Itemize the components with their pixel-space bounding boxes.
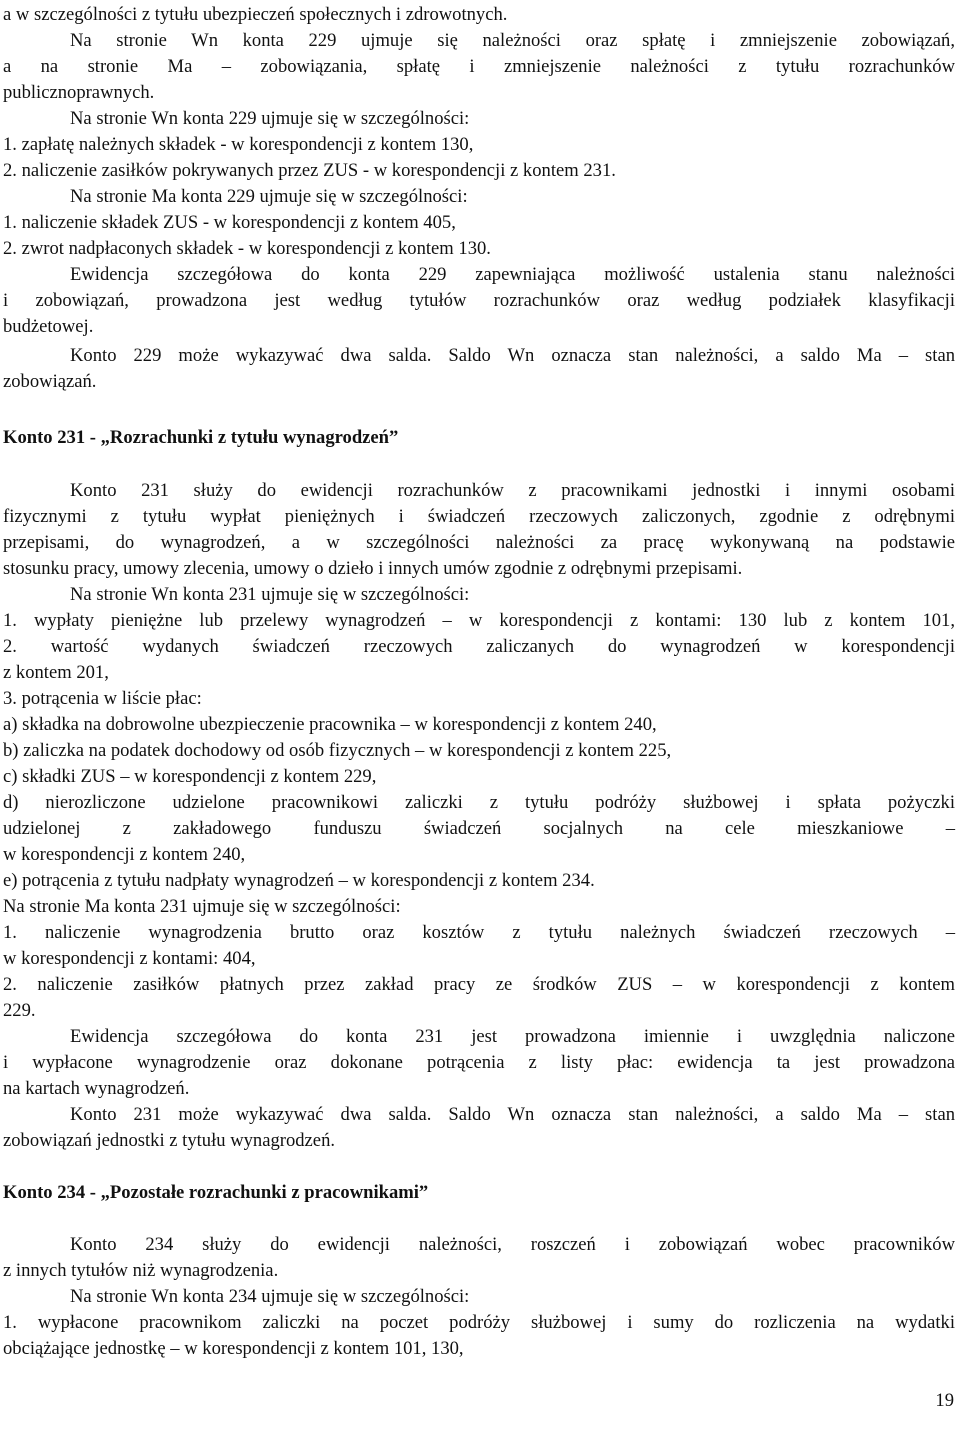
text-line: Na stronie Ma konta 231 ujmuje się w szczególności: (3, 896, 401, 917)
list-item: c) składki ZUS – w korespondencji z kontem 229, (3, 766, 377, 787)
list-item: 1. wypłaty pieniężne lub przelewy wynagrodzeń – w korespondencji z kontami: 130 lub z kontem 101, (3, 610, 955, 631)
text-line: przepisami, do wynagrodzeń, a w szczególności należności za pracę wykonywaną na podstawie (3, 532, 955, 553)
text-line: i zobowiązań, prowadzona jest według tytułów rozrachunków oraz według podziałek klasyfikacji (3, 290, 955, 311)
text-line: fizycznymi z tytułu wypłat pieniężnych i świadczeń rzeczowych zaliczonych, zgodnie z odrębnymi (3, 506, 955, 527)
list-item: 1. naliczenie wynagrodzenia brutto oraz kosztów z tytułu należnych świadczeń rzeczowych – (3, 922, 955, 943)
list-item: 2. naliczenie zasiłków pokrywanych przez ZUS - w korespondencji z kontem 231. (3, 160, 616, 181)
text-line: a w szczególności z tytułu ubezpieczeń społecznych i zdrowotnych. (3, 4, 508, 25)
text-line: publicznoprawnych. (3, 82, 155, 103)
section-heading-konto-231: Konto 231 - „Rozrachunki z tytułu wynagrodzeń” (3, 427, 399, 448)
list-item: d) nierozliczone udzielone pracownikowi zaliczki z tytułu podróży służbowej i spłata pożyczki (3, 792, 955, 813)
list-item: 1. wypłacone pracownikom zaliczki na poczet podróży służbowej i sumy do rozliczenia na wydatki (3, 1312, 955, 1333)
text-line: Konto 234 służy do ewidencji należności, roszczeń i zobowiązań wobec pracowników (70, 1234, 955, 1255)
section-heading-konto-234: Konto 234 - „Pozostałe rozrachunki z pracownikami” (3, 1182, 429, 1203)
list-item: 3. potrącenia w liście płac: (3, 688, 202, 709)
text-line: w korespondencji z kontem 240, (3, 844, 246, 865)
page-number: 19 (935, 1390, 954, 1411)
text-line: Ewidencja szczegółowa do konta 229 zapewniająca możliwość ustalenia stanu należności (70, 264, 955, 285)
text-line: Na stronie Wn konta 229 ujmuje się w szczególności: (70, 108, 470, 129)
text-line: 229. (3, 1000, 36, 1021)
list-item: e) potrącenia z tytułu nadpłaty wynagrodzeń – w korespondencji z kontem 234. (3, 870, 595, 891)
list-item: 1. zapłatę należnych składek - w korespondencji z kontem 130, (3, 134, 474, 155)
text-line: budżetowej. (3, 316, 94, 337)
text-line: z kontem 201, (3, 662, 109, 683)
text-line: na kartach wynagrodzeń. (3, 1078, 190, 1099)
text-line: Na stronie Wn konta 231 ujmuje się w szczególności: (70, 584, 470, 605)
text-line: Ewidencja szczegółowa do konta 231 jest prowadzona imiennie i uwzględnia naliczone (70, 1026, 955, 1047)
text-line: obciążające jednostkę – w korespondencji z kontem 101, 130, (3, 1338, 464, 1359)
text-line: zobowiązań jednostki z tytułu wynagrodzeń. (3, 1130, 336, 1151)
text-line: Konto 229 może wykazywać dwa salda. Saldo Wn oznacza stan należności, a saldo Ma – stan (70, 345, 955, 366)
text-line: Konto 231 może wykazywać dwa salda. Saldo Wn oznacza stan należności, a saldo Ma – stan (70, 1104, 955, 1125)
text-line: stosunku pracy, umowy zlecenia, umowy o dzieło i innych umów zgodnie z odrębnymi przepisami. (3, 558, 743, 579)
list-item: 2. wartość wydanych świadczeń rzeczowych zaliczanych do wynagrodzeń w korespondencji (3, 636, 955, 657)
text-line: zobowiązań. (3, 371, 97, 392)
text-line: a na stronie Ma – zobowiązania, spłatę i zmniejszenie należności z tytułu rozrachunków (3, 56, 955, 77)
text-line: udzielonej z zakładowego funduszu świadczeń socjalnych na cele mieszkaniowe – (3, 818, 955, 839)
text-line: w korespondencji z kontami: 404, (3, 948, 256, 969)
text-line: Na stronie Wn konta 229 ujmuje się należności oraz spłatę i zmniejszenie zobowiązań, (70, 30, 955, 51)
list-item: 1. naliczenie składek ZUS - w korespondencji z kontem 405, (3, 212, 456, 233)
list-item: a) składka na dobrowolne ubezpieczenie pracownika – w korespondencji z kontem 240, (3, 714, 657, 735)
text-line: z innych tytułów niż wynagrodzenia. (3, 1260, 279, 1281)
text-line: Na stronie Wn konta 234 ujmuje się w szczególności: (70, 1286, 470, 1307)
list-item: 2. naliczenie zasiłków płatnych przez zakład pracy ze środków ZUS – w korespondencji z kontem (3, 974, 955, 995)
text-line: Na stronie Ma konta 229 ujmuje się w szczególności: (70, 186, 468, 207)
text-line: i wypłacone wynagrodzenie oraz dokonane potrącenia z listy płac: ewidencja ta jest prowadzona (3, 1052, 955, 1073)
list-item: b) zaliczka na podatek dochodowy od osób fizycznych – w korespondencji z kontem 225, (3, 740, 672, 761)
text-line: Konto 231 służy do ewidencji rozrachunków z pracownikami jednostki i innymi osobami (70, 480, 955, 501)
list-item: 2. zwrot nadpłaconych składek - w korespondencji z kontem 130. (3, 238, 491, 259)
